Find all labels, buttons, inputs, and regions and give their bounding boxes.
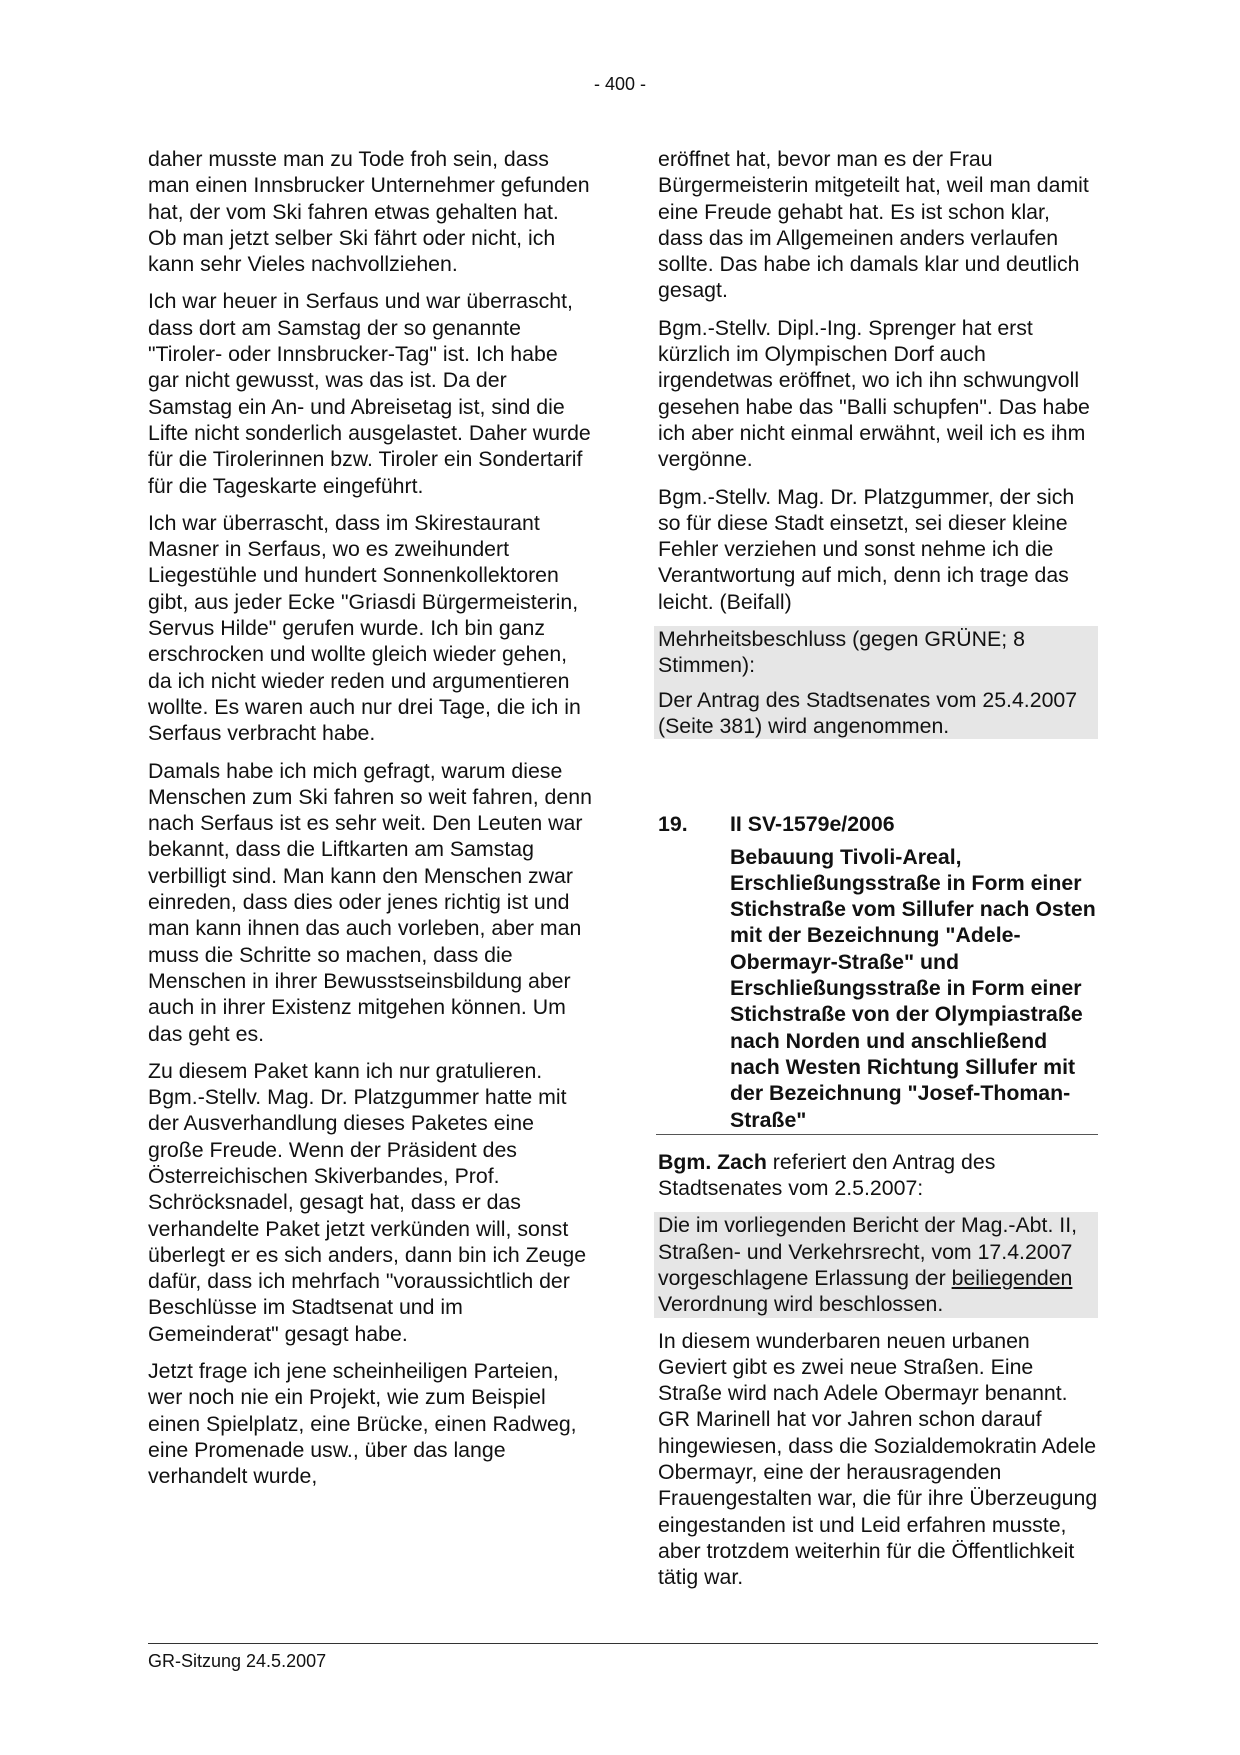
- spacer: [658, 739, 1098, 811]
- paragraph: Zu diesem Paket kann ich nur gratulieren. Bgm.-Stellv. Mag. Dr. Platzgummer hatte mit der Ausverhandlung dieses Paketes eine große Freude. Wenn der Präsident des Österreichischen Skiverbandes, Prof. Schröcksnadel, gesagt hat, dass er das verhandelte Paket jetzt verkünden will, sonst überlegt er es sich anders, dann bin ich Zeuge dafür, dass ich mehrfach "voraussichtlich der Beschlüsse im Stadtsenat und im Gemeinderat" gesagt habe.: [148, 1058, 587, 1346]
- paragraph: In diesem wunderbaren neuen urbanen Geviert gibt es zwei neue Straßen. Eine Straße wird nach Adele Obermayr benannt. GR Marinell hat vor Jahren schon darauf hingewiesen, dass die Sozialdemokratin Adele Obermayr, eine der herausragenden Frauengestalten war, die für ihre Überzeugung eingestanden ist und Leid erfahren musste, aber trotzdem weiterhin für die Öffentlichkeit tätig war.: [658, 1328, 1098, 1590]
- agenda-item-title: Bebauung Tivoli-Areal, Erschließungsstraße in Form einer Stichstraße vom Sillufer nach Osten mit der Bezeichnung "Adele-Obermayr-Straße" und Erschließungsstraße in Form einer Stichstraße von der Olympiastraße nach Norden und anschließend nach Westen Richtung Sillufer mit der Bezeichnung "Josef-Thoman-Straße": [730, 844, 1096, 1132]
- paragraph: Ich war heuer in Serfaus und war überrascht, dass dort am Samstag der so genannte "Tiroler- oder Innsbrucker-Tag" ist. Ich habe gar nicht gewusst, was das ist. Da der Samstag ein An- und Abreisetag ist, sind die Lifte nicht sonderlich ausgelastet. Daher wurde für die Tirolerinnen bzw. Tiroler ein Sondertarif für die Tageskarte eingeführt.: [148, 289, 591, 498]
- footer-session-label: GR-Sitzung 24.5.2007: [148, 1651, 327, 1671]
- resolution-box: [654, 626, 1098, 739]
- speaker-paragraph: [658, 1149, 1098, 1202]
- motion-box: [654, 1212, 1098, 1317]
- page-number: - 400 -: [593, 74, 647, 94]
- motion-underlined-word: beiliegenden: [951, 1265, 1073, 1290]
- motion-text-end: Verordnung wird beschlossen.: [658, 1292, 944, 1317]
- agenda-item-divider: [656, 1134, 1098, 1135]
- paragraph: Damals habe ich mich gefragt, warum diese Menschen zum Ski fahren so weit fahren, denn nach Serfaus ist es sehr weit. Den Leuten war bekannt, dass die Liftkarten am Samstag verbilligt sind. Man kann den Menschen zwar einreden, dass dies oder jenes richtig ist und man kann ihnen das auch vorleben, aber man muss die Schritte so machen, dass die Menschen in ihrer Bewusstseinsbildung aber auch in ihrer Existenz mitgehen können. Um das geht es.: [148, 758, 592, 1046]
- paragraph: Bgm.-Stellv. Dipl.-Ing. Sprenger hat erst kürzlich im Olympischen Dorf auch irgendetwas eröffnet, wo ich ihn schwungvoll gesehen habe das "Balli schupfen". Das habe ich aber nicht einmal erwähnt, weil ich es ihm vergönne.: [658, 315, 1090, 472]
- paragraph: eröffnet hat, bevor man es der Frau Bürgermeisterin mitgeteilt hat, weil man damit eine Freude gehabt hat. Es ist schon klar, dass das im Allgemeinen anders verlaufen sollte. Das habe ich damals klar und deutlich gesagt.: [658, 147, 1089, 303]
- left-column: [148, 146, 593, 1501]
- speaker-text: referiert den Antrag des Stadtsenates vom 2.5.2007:: [658, 1149, 996, 1201]
- footer-divider: [148, 1643, 1098, 1644]
- motion-text-start: Die im vorliegenden Bericht der Mag.-Abt. II, Straßen- und Verkehrsrecht, vom 17.4.2007 vorgeschlagene Erlassung der: [658, 1213, 1078, 1290]
- agenda-item-reference: II SV-1579e/2006: [730, 812, 895, 837]
- speaker-name: Bgm. Zach: [658, 1149, 767, 1174]
- resolution-vote: Mehrheitsbeschluss (gegen GRÜNE; 8 Stimmen):: [658, 627, 1025, 678]
- agenda-item-number: 19.: [658, 812, 688, 837]
- paragraph: Bgm.-Stellv. Mag. Dr. Platzgummer, der sich so für diese Stadt einsetzt, sei dieser kleine Fehler verziehen und sonst nehme ich die Verantwortung auf mich, denn ich trage das leicht. (Beifall): [658, 484, 1075, 614]
- paragraph: daher musste man zu Tode froh sein, dass man einen Innsbrucker Unternehmer gefunden hat, der vom Ski fahren etwas gehalten hat. Ob man jetzt selber Ski fährt oder nicht, ich kann sehr Vieles nachvollziehen.: [148, 147, 590, 277]
- spacer: [658, 1318, 1098, 1328]
- resolution-text: Der Antrag des Stadtsenates vom 25.4.2007 (Seite 381) wird angenommen.: [658, 687, 1078, 738]
- right-column: [658, 146, 1098, 1602]
- agenda-item-heading: [658, 811, 1098, 837]
- paragraph: Ich war überrascht, dass im Skirestaurant Masner in Serfaus, wo es zweihundert Liegestühle und hundert Sonnenkollektoren gibt, aus jeder Ecke "Griasdi Bürgermeisterin, Servus Hilde" gerufen wurde. Ich bin ganz erschrocken und wollte gleich wieder gehen, da ich nicht wieder reden und argumentieren wollte. Es waren auch nur drei Tage, die ich in Serfaus verbracht habe.: [148, 510, 581, 746]
- paragraph: Jetzt frage ich jene scheinheiligen Parteien, wer noch nie ein Projekt, wie zum Beispiel einen Spielplatz, eine Brücke, einen Radweg, eine Promenade usw., über das lange verhandelt wurde,: [148, 1359, 577, 1489]
- motion-text: [658, 1212, 1094, 1317]
